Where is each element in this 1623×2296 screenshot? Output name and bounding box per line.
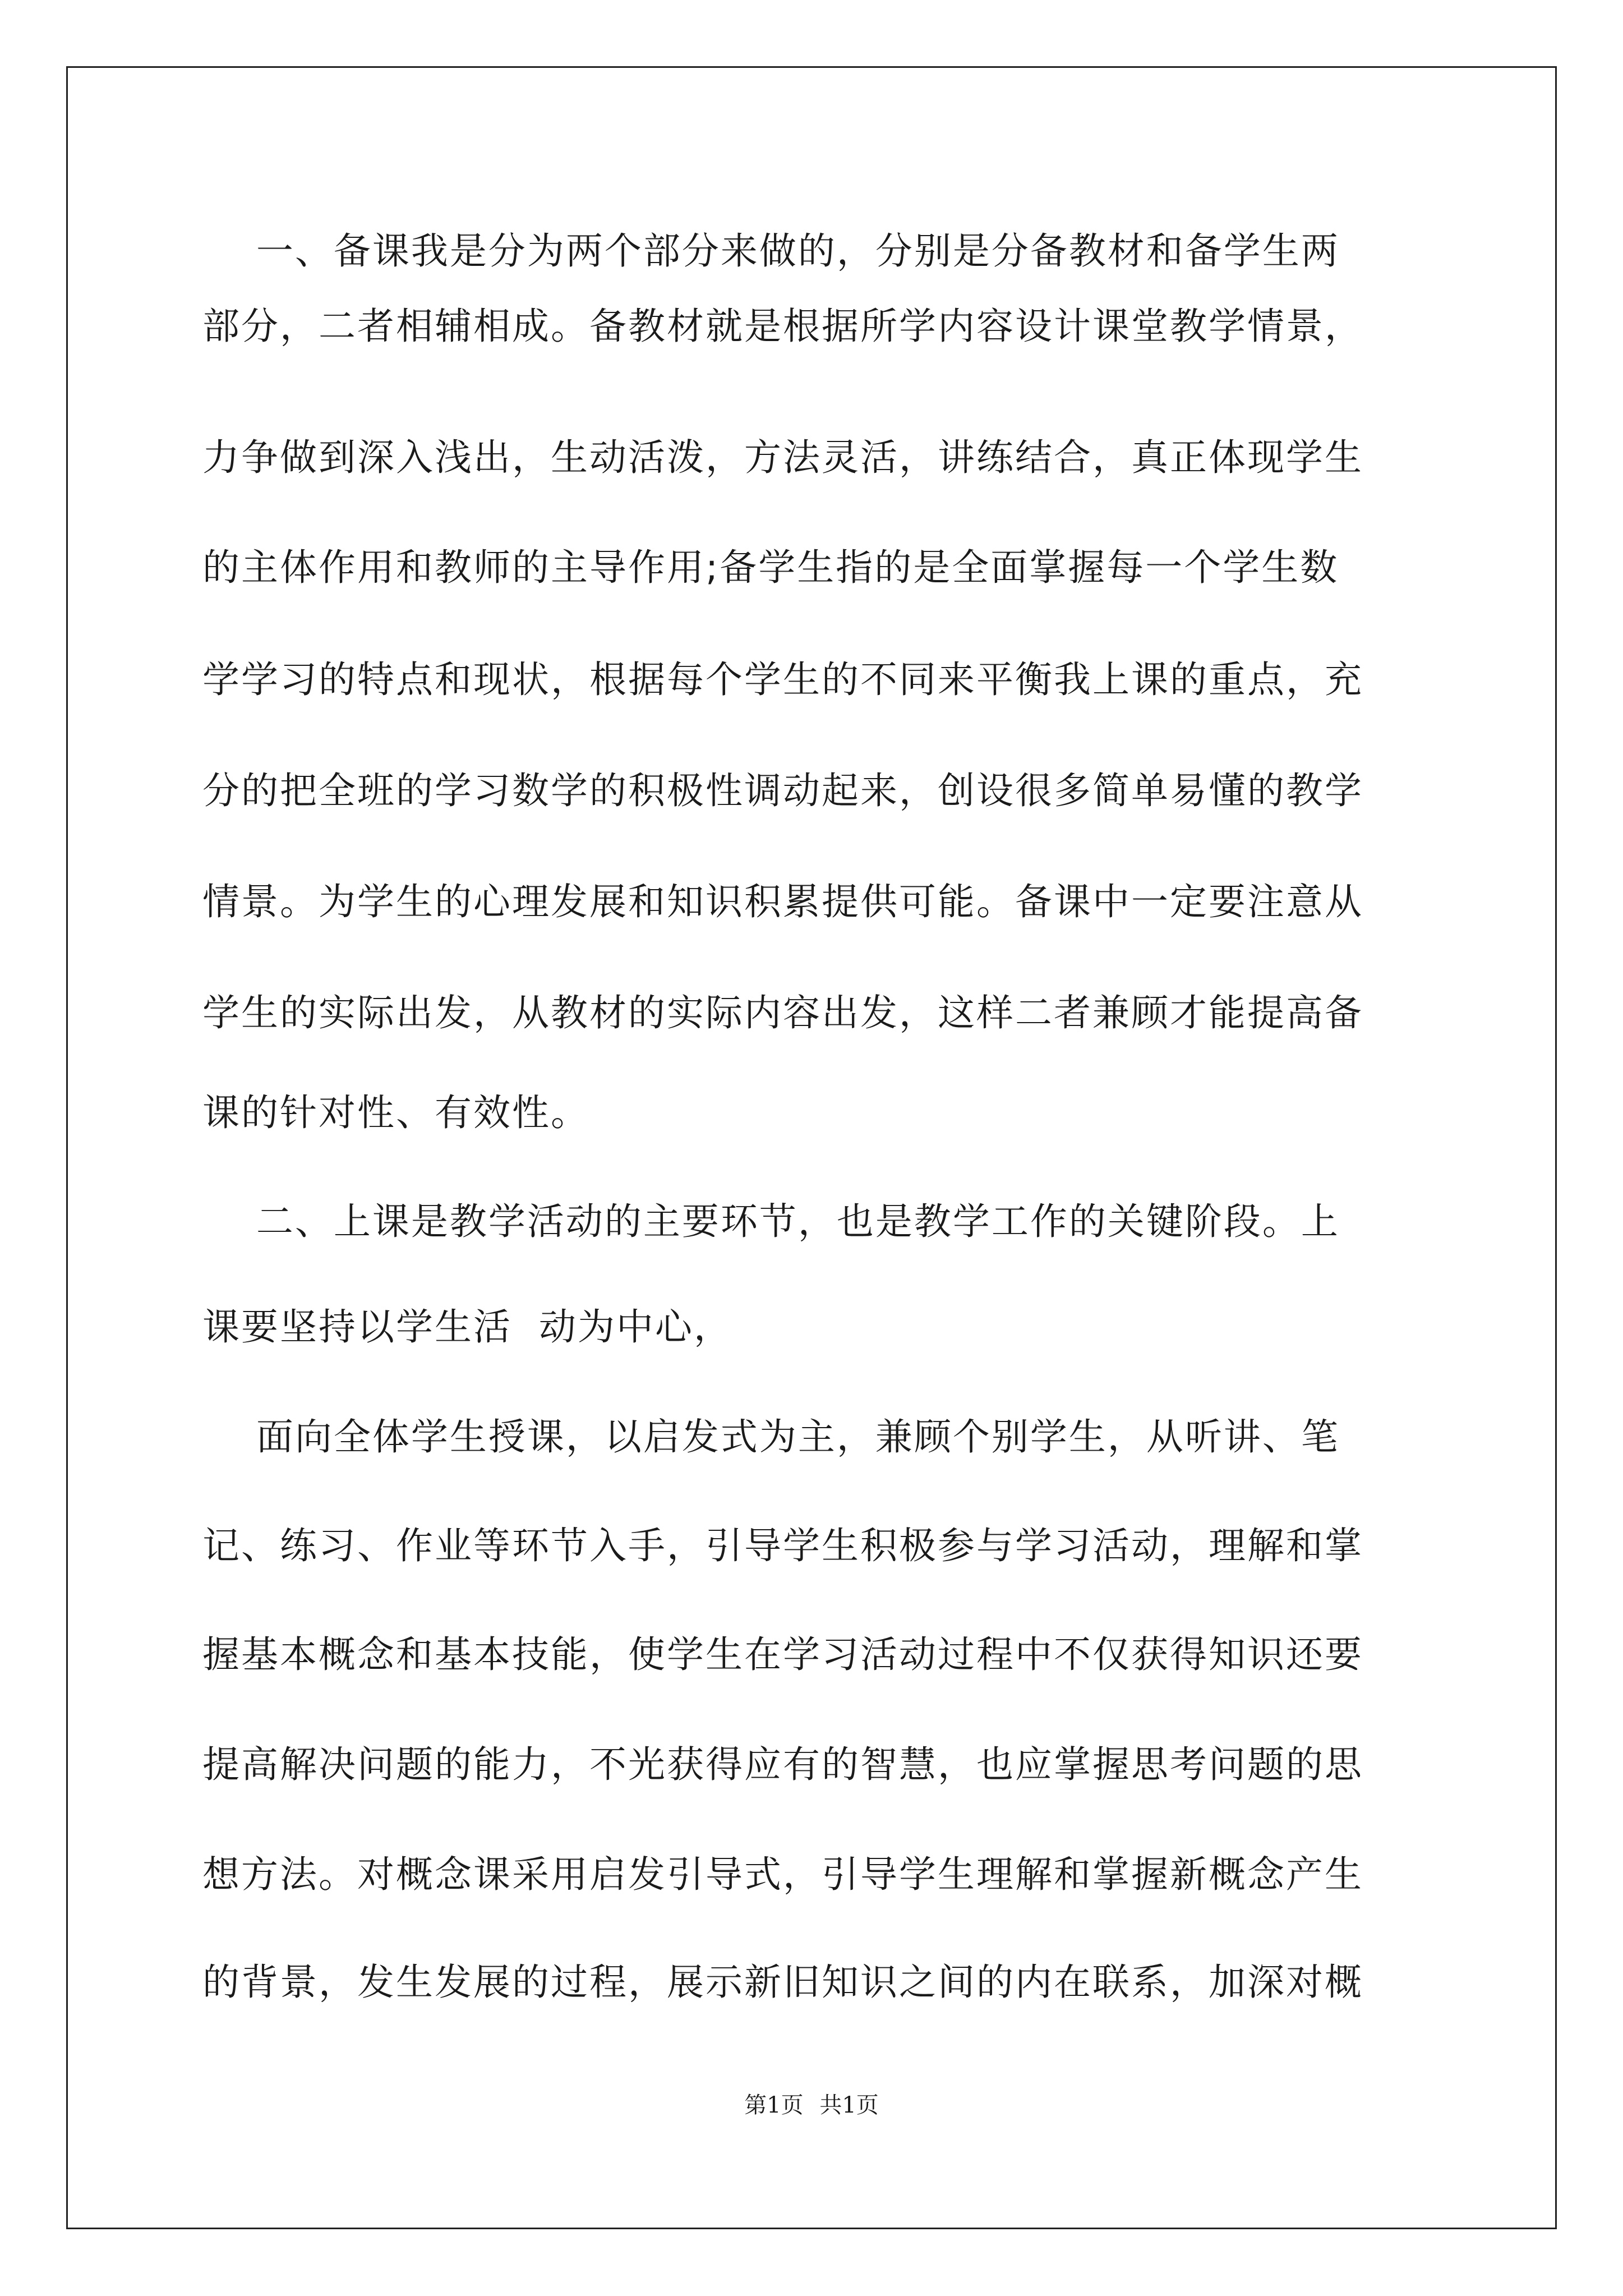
paragraph-line: 面向全体学生授课，以启发式为主，兼顾个别学生，从听讲、笔: [202, 1415, 1340, 1458]
paragraph-line: 记、练习、作业等环节入手，引导学生积极参与学习活动，理解和掌: [202, 1524, 1363, 1567]
paragraph-line: 握基本概念和基本技能，使学生在学习活动过程中不仅获得知识还要: [202, 1633, 1363, 1676]
paragraph-line: 提高解决问题的能力，不光获得应有的智慧，也应掌握思考问题的思: [202, 1743, 1363, 1786]
paragraph-line: 课要坚持以学生活 动为中心，: [202, 1305, 732, 1349]
paragraph-line: 分的把全班的学习数学的积极性调动起来，创设很多简单易懂的教学: [202, 769, 1363, 812]
page-number: 第1页: [744, 2092, 804, 2118]
paragraph-line: 想方法。对概念课采用启发引导式，引导学生理解和掌握新概念产生: [202, 1853, 1363, 1896]
paragraph-line: 学学习的特点和现状，根据每个学生的不同来平衡我上课的重点，充: [202, 658, 1363, 701]
paragraph-line: 的主体作用和教师的主导作用;备学生指的是全面掌握每一个学生数: [202, 546, 1339, 589]
paragraph-line: 二、上课是教学活动的主要环节，也是教学工作的关键阶段。上: [202, 1200, 1340, 1243]
paragraph-line: 力争做到深入浅出，生动活泼，方法灵活，讲练结合，真正体现学生: [202, 436, 1363, 479]
paragraph-line: 的背景，发生发展的过程，展示新旧知识之间的内在联系，加深对概: [202, 1961, 1363, 2004]
paragraph-line: 课的针对性、有效性。: [202, 1091, 589, 1134]
page-footer: [0, 2091, 1623, 2119]
paragraph-line: 部分，二者相辅相成。备教材就是根据所学内容设计课堂教学情景，: [202, 305, 1363, 348]
paragraph-line: 学生的实际出发，从教材的实际内容出发，这样二者兼顾才能提高备: [202, 991, 1363, 1034]
page-border: [66, 66, 1557, 2229]
paragraph-line: 一、备课我是分为两个部分来做的，分别是分备教材和备学生两: [202, 229, 1340, 273]
paragraph-line: 情景。为学生的心理发展和知识积累提供可能。备课中一定要注意从: [202, 880, 1363, 923]
page-total: 共1页: [819, 2092, 879, 2118]
